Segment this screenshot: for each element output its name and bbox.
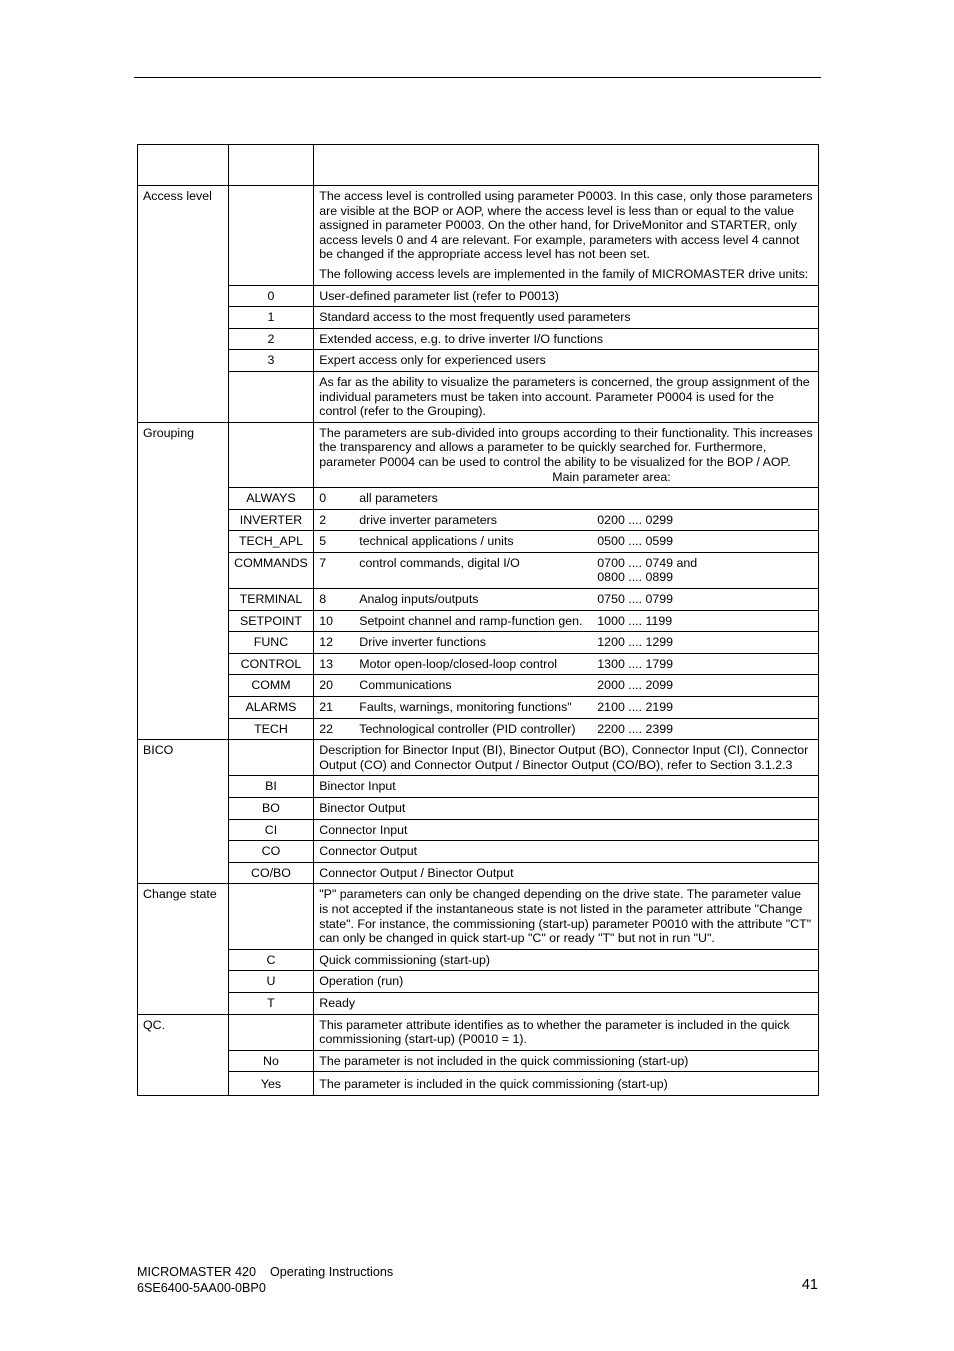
value-description: The parameter is included in the quick commissioning (start-up) [314,1072,819,1096]
group-code: 10 [319,613,334,628]
table-row [138,509,819,531]
group-code: 2 [319,512,327,527]
group-name: TECH_APL [228,531,314,553]
attribute-note: As far as the ability to visualize the parameters is concerned, the group assignment of the individual parameters must be taken into account. Parameter P0004 is used for the control (refer to the Grouping). [314,371,819,422]
attribute-description [314,422,819,487]
group-description: drive inverter parameters [359,512,498,527]
value-description: The parameter is not included in the quick commissioning (start-up) [314,1050,819,1072]
paragraph: The parameters are sub-divided into groups according to their functionality. This increases the transparency and allows a parameter to be quickly searched for. Furthermore, parameter P0004 can be used to control the ability to be visualized for the BOP / AOP. [319,425,813,469]
table-row [138,371,819,422]
value-description: Connector Output [314,841,819,863]
attribute-value: C [228,949,314,971]
table-row [138,740,819,776]
value-description: Binector Output [314,798,819,820]
group-name: COMM [228,675,314,697]
attribute-name: Grouping [138,422,229,740]
group-range: 2100 .... 2199 [597,700,674,715]
attribute-value: No [228,1050,314,1072]
parameter-attribute-table [137,144,819,1096]
group-code: 12 [319,635,334,650]
table-row [138,350,819,372]
group-code: 5 [319,534,327,549]
group-name: TERMINAL [228,589,314,611]
table-row [138,610,819,632]
value-description: Connector Output / Binector Output [314,862,819,884]
group-range: 2000 .... 2099 [597,678,674,693]
table-row [138,841,819,863]
attribute-value: BI [228,776,314,798]
group-code: 13 [319,656,334,671]
group-description: Faults, warnings, monitoring functions" [359,700,572,715]
attribute-value: CO/BO [228,862,314,884]
table-row [138,632,819,654]
table-row [138,819,819,841]
table-row [138,653,819,675]
attribute-description: Description for Binector Input (BI), Binector Output (BO), Connector Input (CI), Connector Output (CO) and Connector Output / Binector Output (CO/BO), refer to Section 3.1.2.3 [314,740,819,776]
attribute-name: Change state [138,884,229,1014]
value-description: Expert access only for experienced users [314,350,819,372]
group-description: technical applications / units [359,534,514,549]
group-name: SETPOINT [228,610,314,632]
table-row [138,776,819,798]
attribute-value: CO [228,841,314,863]
value-description: User-defined parameter list (refer to P0013) [314,285,819,307]
attribute-name: Access level [138,186,229,423]
table-row [138,307,819,329]
table-row [138,531,819,553]
attribute-value: 3 [228,350,314,372]
group-name: TECH [228,718,314,740]
table-row [138,798,819,820]
footer-title: MICROMASTER 420 Operating Instructions [137,1265,394,1279]
page-number: 41 [801,1277,818,1293]
group-description: all parameters [359,491,438,506]
attribute-value: 2 [228,328,314,350]
table-row [138,328,819,350]
group-description: Setpoint channel and ramp-function gen. [359,613,583,628]
table-row [138,1014,819,1050]
group-code: 21 [319,700,334,715]
paragraph: The following access levels are implemented in the family of MICROMASTER drive units: [319,266,809,281]
table-row [138,697,819,719]
value-description: Operation (run) [314,971,819,993]
attribute-value: U [228,971,314,993]
group-code: 20 [319,678,334,693]
group-name: INVERTER [228,509,314,531]
table-row [138,971,819,993]
group-code: 0 [319,491,327,506]
group-code: 7 [319,555,327,570]
subheading: Main parameter area: [552,469,671,484]
group-range: 2200 .... 2399 [597,721,674,736]
group-range: 1300 .... 1799 [597,656,674,671]
table-row [138,675,819,697]
group-name: CONTROL [228,653,314,675]
header-cell [228,145,314,186]
attribute-name: QC. [138,1014,229,1095]
value-description: Extended access, e.g. to drive inverter I/O functions [314,328,819,350]
attribute-value: CI [228,819,314,841]
header-rule [134,77,821,78]
table-row [138,884,819,949]
table-row [138,552,819,588]
attribute-description: This parameter attribute identifies as to whether the parameter is included in the quick commissioning (start-up) (P0010 = 1). [314,1014,819,1050]
group-name: ALWAYS [228,488,314,510]
group-range: 1000 .... 1199 [597,613,673,628]
value-description: Standard access to the most frequently used parameters [314,307,819,329]
table-row [138,186,819,286]
attribute-value: T [228,992,314,1014]
group-name: COMMANDS [228,552,314,588]
group-range: 0500 .... 0599 [597,534,674,549]
group-description: Motor open-loop/closed-loop control [359,656,557,671]
table-row [138,1072,819,1096]
header-cell [314,145,819,186]
attribute-value: Yes [228,1072,314,1096]
table-row [138,589,819,611]
value-description: Connector Input [314,819,819,841]
attribute-value: 0 [228,285,314,307]
paragraph: The access level is controlled using parameter P0003. In this case, only those parameters are visible at the BOP or AOP, where the access level is less than or equal to the value assigned in parameter P0003. On the other hand, for DriveMonitor and STARTER, only access levels 0 and 4 are relevant. For example, parameters with access level 4 cannot be changed if the appropriate access level has not been set. [319,189,813,262]
footer-order-number: 6SE6400-5AA00-0BP0 [137,1281,266,1295]
header-cell [138,145,229,186]
group-description: Communications [359,678,452,693]
range-line: 0800 .... 0899 [597,570,674,585]
group-description: Analog inputs/outputs [359,592,479,607]
table-header-row [138,145,819,186]
group-range: 0750 .... 0799 [597,592,674,607]
group-description: Technological controller (PID controller) [359,721,576,736]
table-row [138,949,819,971]
table-row [138,488,819,510]
group-name: FUNC [228,632,314,654]
attribute-value: 1 [228,307,314,329]
attribute-description [314,186,819,286]
group-code: 8 [319,592,327,607]
value-description: Binector Input [314,776,819,798]
group-name: ALARMS [228,697,314,719]
table-row [138,1050,819,1072]
group-description: Drive inverter functions [359,635,486,650]
group-code: 22 [319,721,334,736]
table-row [138,422,819,487]
value-description: Quick commissioning (start-up) [314,949,819,971]
group-range: 1200 .... 1299 [597,635,674,650]
group-description: control commands, digital I/O [359,555,520,570]
table-row [138,992,819,1014]
attribute-name: BICO [138,740,229,884]
table-row [138,718,819,740]
group-range [597,556,813,585]
document-footer [137,1264,393,1296]
table-row [138,285,819,307]
attribute-value: BO [228,798,314,820]
group-range [597,491,813,506]
range-line: 0700 .... 0749 and [597,555,698,570]
group-range: 0200 .... 0299 [597,512,674,527]
value-description: Ready [314,992,819,1014]
table-row [138,862,819,884]
attribute-description: "P" parameters can only be changed depending on the drive state. The parameter value is not accepted if the instantaneous state is not listed in the parameter attribute "Change state". For instance, the commissioning (start-up) parameter P0010 with the attribute "CT" can only be changed in quick start-up "C" or ready "T" but not in run "U". [314,884,819,949]
